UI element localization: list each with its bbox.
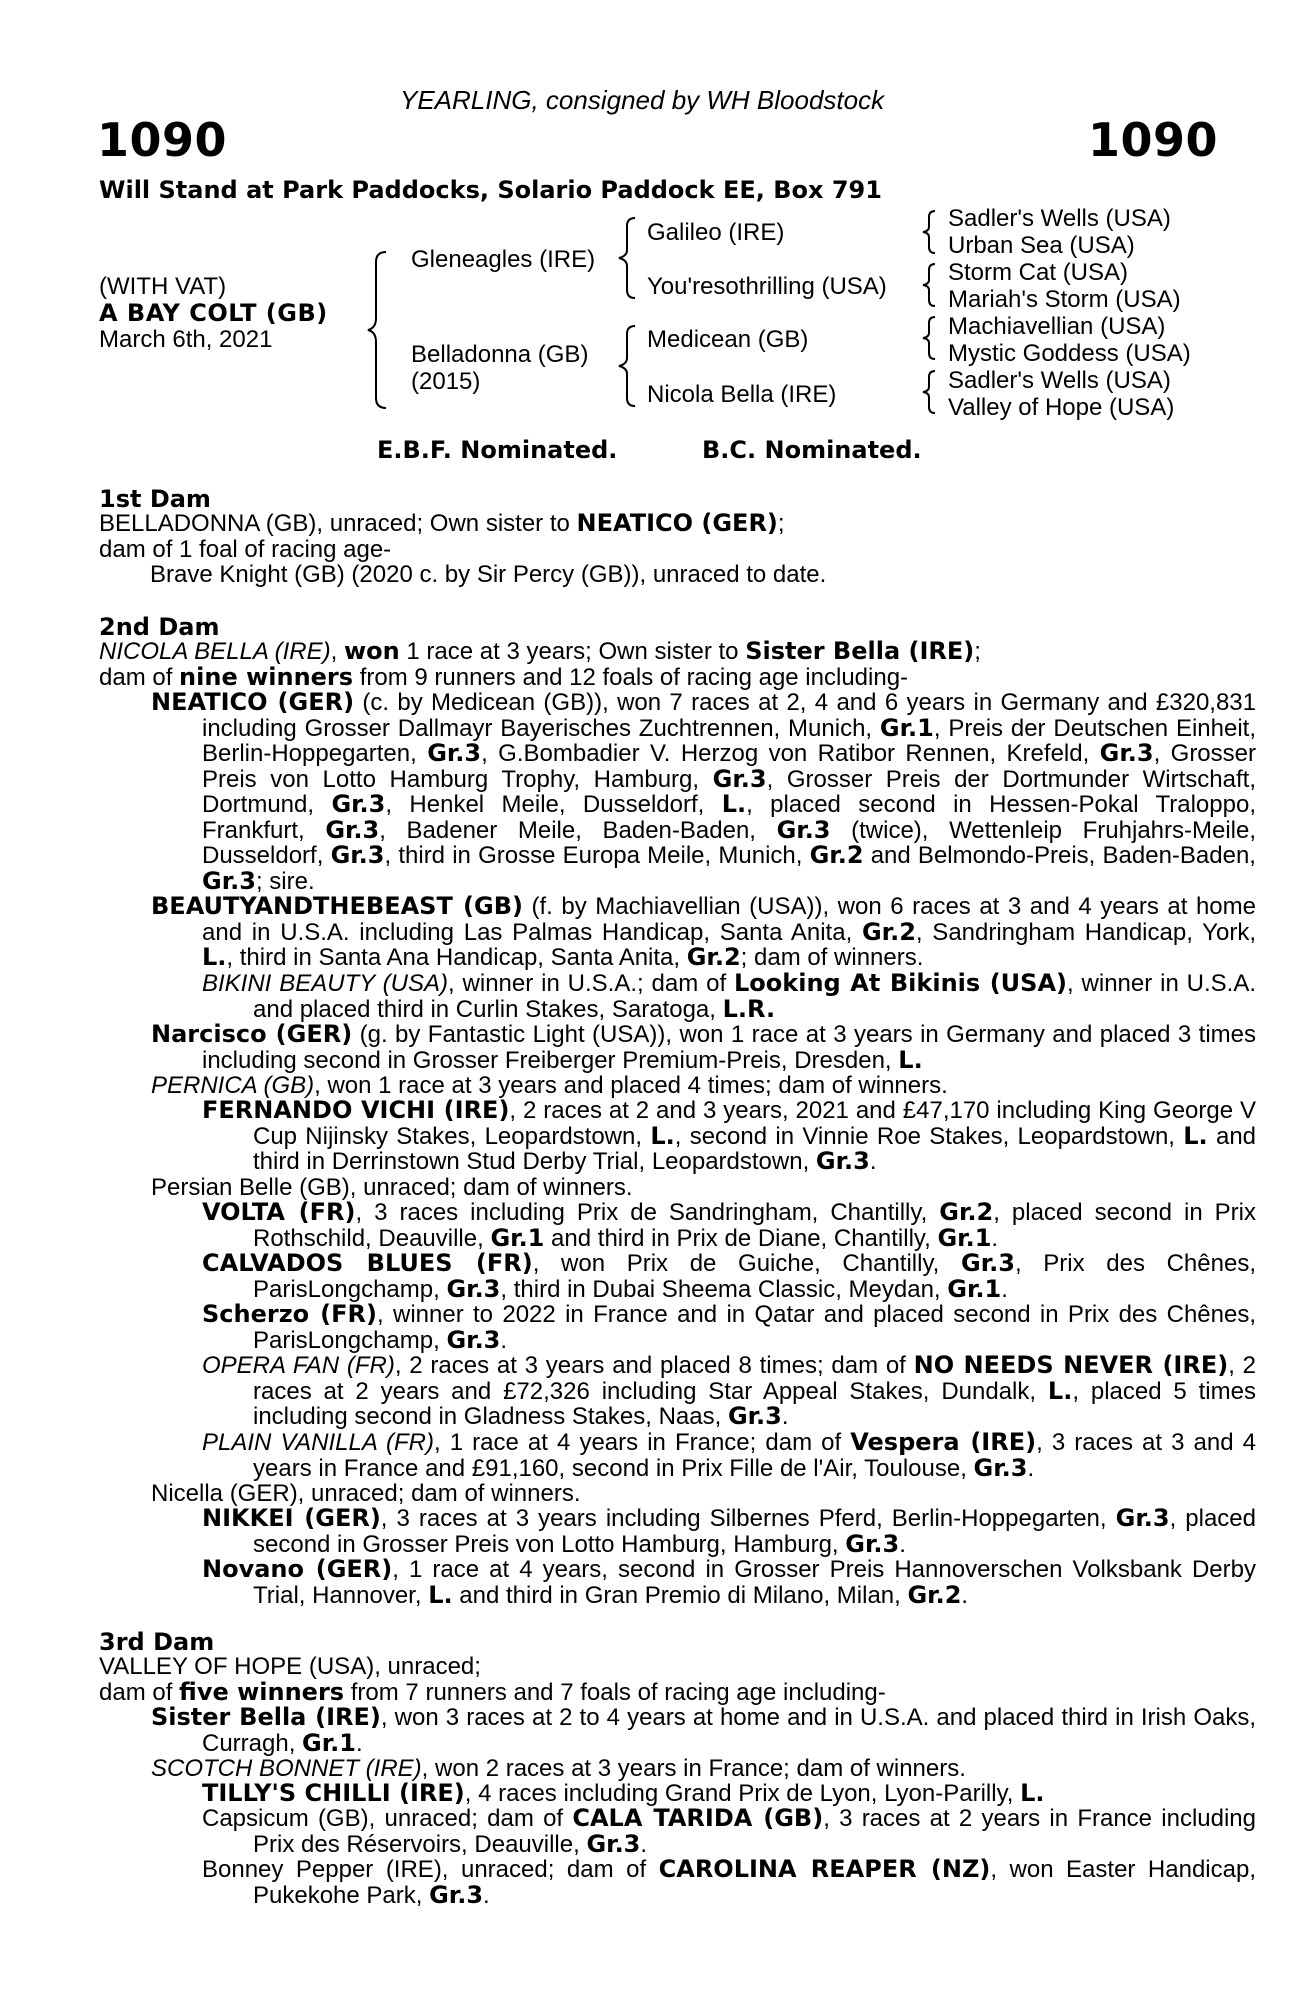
bracket-ss bbox=[921, 209, 937, 255]
progeny-tillys-chilli: TILLY'S CHILLI (IRE), 4 races including Grand Prix de Lyon, Lyon-Parilly, L. bbox=[202, 1779, 1045, 1807]
first-dam-heading: 1st Dam bbox=[99, 485, 211, 513]
sire: Gleneagles (IRE) bbox=[411, 246, 596, 273]
progeny-scherzo: Scherzo (FR), winner to 2022 in France and in Qatar and placed second in Prix des Chênes, ParisLongchamp, Gr.3. bbox=[202, 1300, 1256, 1354]
progeny-calvados-blues: CALVADOS BLUES (FR), won Prix de Guiche, Chantilly, Gr.3, Prix des Chênes, ParisLongchamp, Gr.3, third in Dubai Sheema Classic, Meydan, Gr.1. bbox=[202, 1249, 1256, 1303]
progeny-bikini-beauty: BIKINI BEAUTY (USA), winner in U.S.A.; dam of Looking At Bikinis (USA), winner in U.S.A. and placed third in Curlin Stakes, Saratoga, L.R. bbox=[202, 969, 1257, 1023]
horse-dob: March 6th, 2021 bbox=[99, 326, 273, 353]
progeny-neatico: NEATICO (GER) (c. by Medicean (GB)), won 7 races at 2, 4 and 6 years in Germany and £320,831 including Grosser Dallmayr Bayerisches Zuchtrennen, Munich, Gr.1, Preis der Deutschen Einheit, Berlin-Hoppegarten, Gr.3, G.Bombadier V. Herzog von Ratibor Rennen, Krefeld, Gr.3, Grosser Preis von Lotto Hamburg Trophy, Hamburg, Gr.3, Grosser Preis der Dortmunder Wirtschaft, Dortmund, Gr.3, Henkel Meile, Dusseldorf, L., placed second in Hessen-Pokal Traloppo, Frankfurt, Gr.3, Badener Meile, Baden-Baden, Gr.3 (twice), Wettenleip Fruhjahrs-Meile, Dusseldorf, Gr.3, third in Grosse Europa Meile, Munich, Gr.2 and Belmondo-Preis, Baden-Baden, Gr.3; sire. bbox=[151, 688, 1257, 895]
bracket-ds bbox=[921, 315, 937, 361]
dam-of-sire: You'resothrilling (USA) bbox=[647, 273, 887, 300]
progeny-nicella: Nicella (GER), unraced; dam of winners. bbox=[151, 1480, 581, 1507]
ped-sss: Sadler's Wells (USA) bbox=[948, 205, 1171, 232]
sire-of-dam: Medicean (GB) bbox=[647, 326, 809, 353]
second-dam-heading: 2nd Dam bbox=[99, 613, 220, 641]
progeny-opera-fan: OPERA FAN (FR), 2 races at 3 years and placed 8 times; dam of NO NEEDS NEVER (IRE), 2 races at 2 years and £72,326 including Star Appeal Stakes, Dundalk, L., placed 5 times including second in Gladness Stakes, Naas, Gr.3. bbox=[202, 1351, 1256, 1430]
progeny-beautyandthebeast: BEAUTYANDTHEBEAST (GB) (f. by Machiavellian (USA)), won 6 races at 3 and 4 years at home and in U.S.A. including Las Palmas Handicap, Santa Anita, Gr.2, Sandringham Handicap, York, L., third in Santa Ana Handicap, Santa Anita, Gr.2; dam of winners. bbox=[151, 892, 1256, 971]
vat-note: (WITH VAT) bbox=[99, 273, 227, 300]
progeny-pernica: PERNICA (GB), won 1 race at 3 years and placed 4 times; dam of winners. bbox=[151, 1072, 948, 1099]
bracket-sd bbox=[921, 262, 937, 308]
bracket-sire-dam bbox=[368, 250, 388, 410]
bracket-sire bbox=[617, 216, 637, 300]
lot-number-left: 1090 bbox=[97, 113, 228, 167]
dam: Belladonna (GB) bbox=[411, 341, 589, 368]
progeny-nikkei: NIKKEI (GER), 3 races at 3 years including Silbernes Pferd, Berlin-Hoppegarten, Gr.3, placed second in Grosser Preis von Lotto Hamburg, Hamburg, Gr.3. bbox=[202, 1504, 1256, 1558]
progeny-capsicum: Capsicum (GB), unraced; dam of CALA TARIDA (GB), 3 races at 2 years in France including Prix des Réservoirs, Deauville, Gr.3. bbox=[202, 1804, 1256, 1858]
progeny-sister-bella: Sister Bella (IRE), won 3 races at 2 to 4 years at home and in U.S.A. and placed third in Irish Oaks, Curragh, Gr.1. bbox=[151, 1703, 1256, 1757]
ped-dsd: Mystic Goddess (USA) bbox=[948, 340, 1191, 367]
consignor-line: YEARLING, consigned by WH Bloodstock bbox=[400, 85, 885, 115]
progeny-bonney-pepper: Bonney Pepper (IRE), unraced; dam of CAROLINA REAPER (NZ), won Easter Handicap, Pukekohe Park, Gr.3. bbox=[202, 1855, 1256, 1909]
dam-of-dam: Nicola Bella (IRE) bbox=[647, 381, 837, 408]
ped-dds: Sadler's Wells (USA) bbox=[948, 367, 1171, 394]
progeny-novano: Novano (GER), 1 race at 4 years, second in Grosser Preis Hannoverschen Volksbank Derby Trial, Hannover, L. and third in Gran Premio di Milano, Milan, Gr.2. bbox=[202, 1555, 1256, 1609]
bc-nomination: B.C. Nominated. bbox=[702, 436, 922, 464]
third-dam-heading: 3rd Dam bbox=[99, 1628, 215, 1656]
second-dam-intro: NICOLA BELLA (IRE), won 1 race at 3 years; Own sister to Sister Bella (IRE); dam of nine winners from 9 runners and 12 foals of racing age including- bbox=[99, 637, 981, 691]
progeny-persian-belle: Persian Belle (GB), unraced; dam of winners. bbox=[151, 1174, 633, 1201]
ped-sds: Storm Cat (USA) bbox=[948, 259, 1129, 286]
horse-name: A BAY COLT (GB) bbox=[99, 299, 328, 327]
bracket-dd bbox=[921, 369, 937, 415]
ped-ssd: Urban Sea (USA) bbox=[948, 232, 1135, 259]
lot-number-right: 1090 bbox=[1088, 113, 1219, 167]
progeny-scotch-bonnet: SCOTCH BONNET (IRE), won 2 races at 3 years in France; dam of winners. bbox=[151, 1755, 966, 1782]
ped-sdd: Mariah's Storm (USA) bbox=[948, 286, 1181, 313]
progeny-volta: VOLTA (FR), 3 races including Prix de Sandringham, Chantilly, Gr.2, placed second in Prix Rothschild, Deauville, Gr.1 and third in Prix de Diane, Chantilly, Gr.1. bbox=[202, 1198, 1257, 1252]
first-dam-paragraph: BELLADONNA (GB), unraced; Own sister to NEATICO (GER); dam of 1 foal of racing age- Brave Knight (GB) (2020 c. by Sir Percy (GB)), unraced to date. bbox=[99, 509, 827, 588]
progeny-fernando-vichi: FERNANDO VICHI (IRE), 2 races at 2 and 3 years, 2021 and £47,170 including King George V Cup Nijinsky Stakes, Leopardstown, L., second in Vinnie Roe Stakes, Leopardstown, L. and third in Derrinstown Stud Derby Trial, Leopardstown, Gr.3. bbox=[202, 1096, 1257, 1175]
bracket-dam bbox=[617, 324, 637, 408]
ped-dss: Machiavellian (USA) bbox=[948, 313, 1166, 340]
dam-year: (2015) bbox=[411, 368, 481, 395]
third-dam-intro: VALLEY OF HOPE (USA), unraced; dam of five winners from 7 runners and 7 foals of racing age including- bbox=[99, 1653, 886, 1706]
progeny-plain-vanilla: PLAIN VANILLA (FR), 1 race at 4 years in France; dam of Vespera (IRE), 3 races at 3 and 4 years in France and £91,160, second in Prix Fille de l'Air, Toulouse, Gr.3. bbox=[202, 1428, 1257, 1482]
stand-location: Will Stand at Park Paddocks, Solario Paddock EE, Box 791 bbox=[99, 176, 882, 204]
ped-ddd: Valley of Hope (USA) bbox=[948, 394, 1175, 421]
sire-of-sire: Galileo (IRE) bbox=[647, 219, 785, 246]
ebf-nomination: E.B.F. Nominated. bbox=[377, 436, 618, 464]
progeny-narcisco: Narcisco (GER) (g. by Fantastic Light (USA)), won 1 race at 3 years in Germany and placed 3 times including second in Grosser Freiberger Premium-Preis, Dresden, L. bbox=[151, 1020, 1256, 1074]
